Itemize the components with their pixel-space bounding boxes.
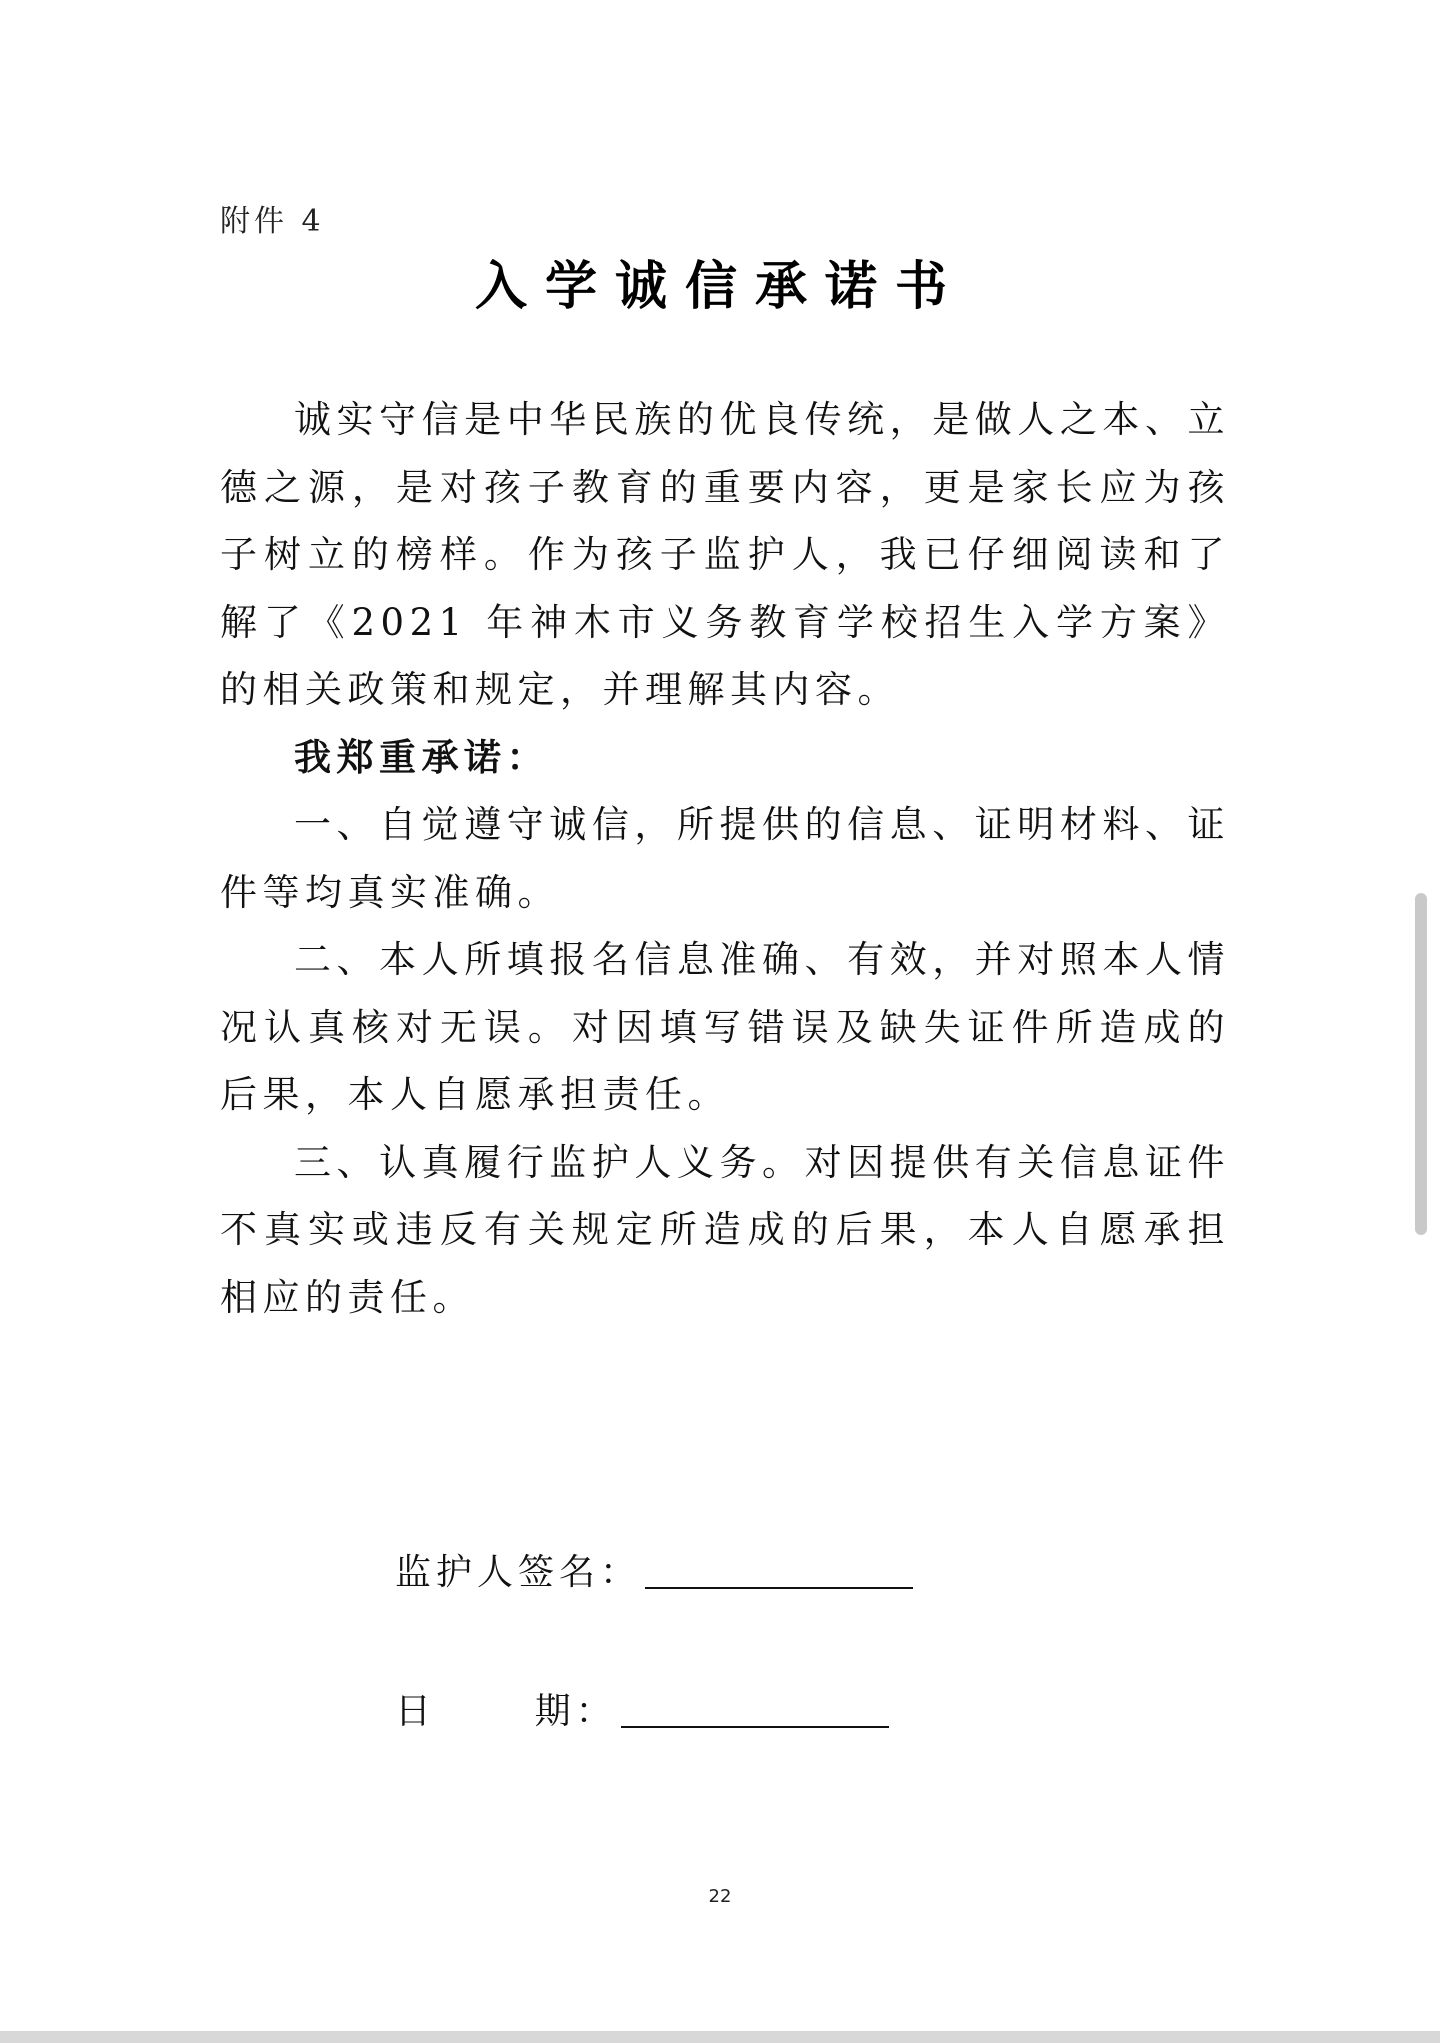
page-bottom-edge <box>0 2031 1440 2043</box>
vertical-scrollbar-thumb[interactable] <box>1415 893 1427 1235</box>
date-row <box>395 1683 889 1734</box>
date-line[interactable] <box>621 1726 889 1728</box>
pledge-item-1: 一、自觉遵守诚信，所提供的信息、证明材料、证件等均真实准确。 <box>220 803 1230 914</box>
date-label: 日 期： <box>395 1691 617 1732</box>
pledge-heading: 我郑重承诺： <box>294 735 549 779</box>
pledge-item-2: 二、本人所填报名信息准确、有效，并对照本人情况认真核对无误。对因填写错误及缺失证件所造成的后果，本人自愿承担责任。 <box>220 938 1230 1116</box>
document-body <box>220 386 1230 1331</box>
document-title: 入学诚信承诺书 <box>474 257 965 317</box>
signature-line[interactable] <box>645 1587 913 1589</box>
attachment-label: 附件 4 <box>220 204 325 239</box>
signature-label: 监护人签名： <box>395 1552 642 1593</box>
page-number: 22 <box>708 1886 732 1907</box>
intro-paragraph: 诚实守信是中华民族的优良传统，是做人之本、立德之源，是对孩子教育的重要内容，更是家长应为孩子树立的榜样。作为孩子监护人，我已仔细阅读和了解了《2021 年神木市义务教育学校招生入学方案》的相关政策和规定，并理解其内容。 <box>220 398 1230 711</box>
pledge-item-3: 三、认真履行监护人义务。对因提供有关信息证件不真实或违反有关规定所造成的后果，本人自愿承担相应的责任。 <box>220 1140 1230 1319</box>
signature-row <box>395 1544 913 1595</box>
